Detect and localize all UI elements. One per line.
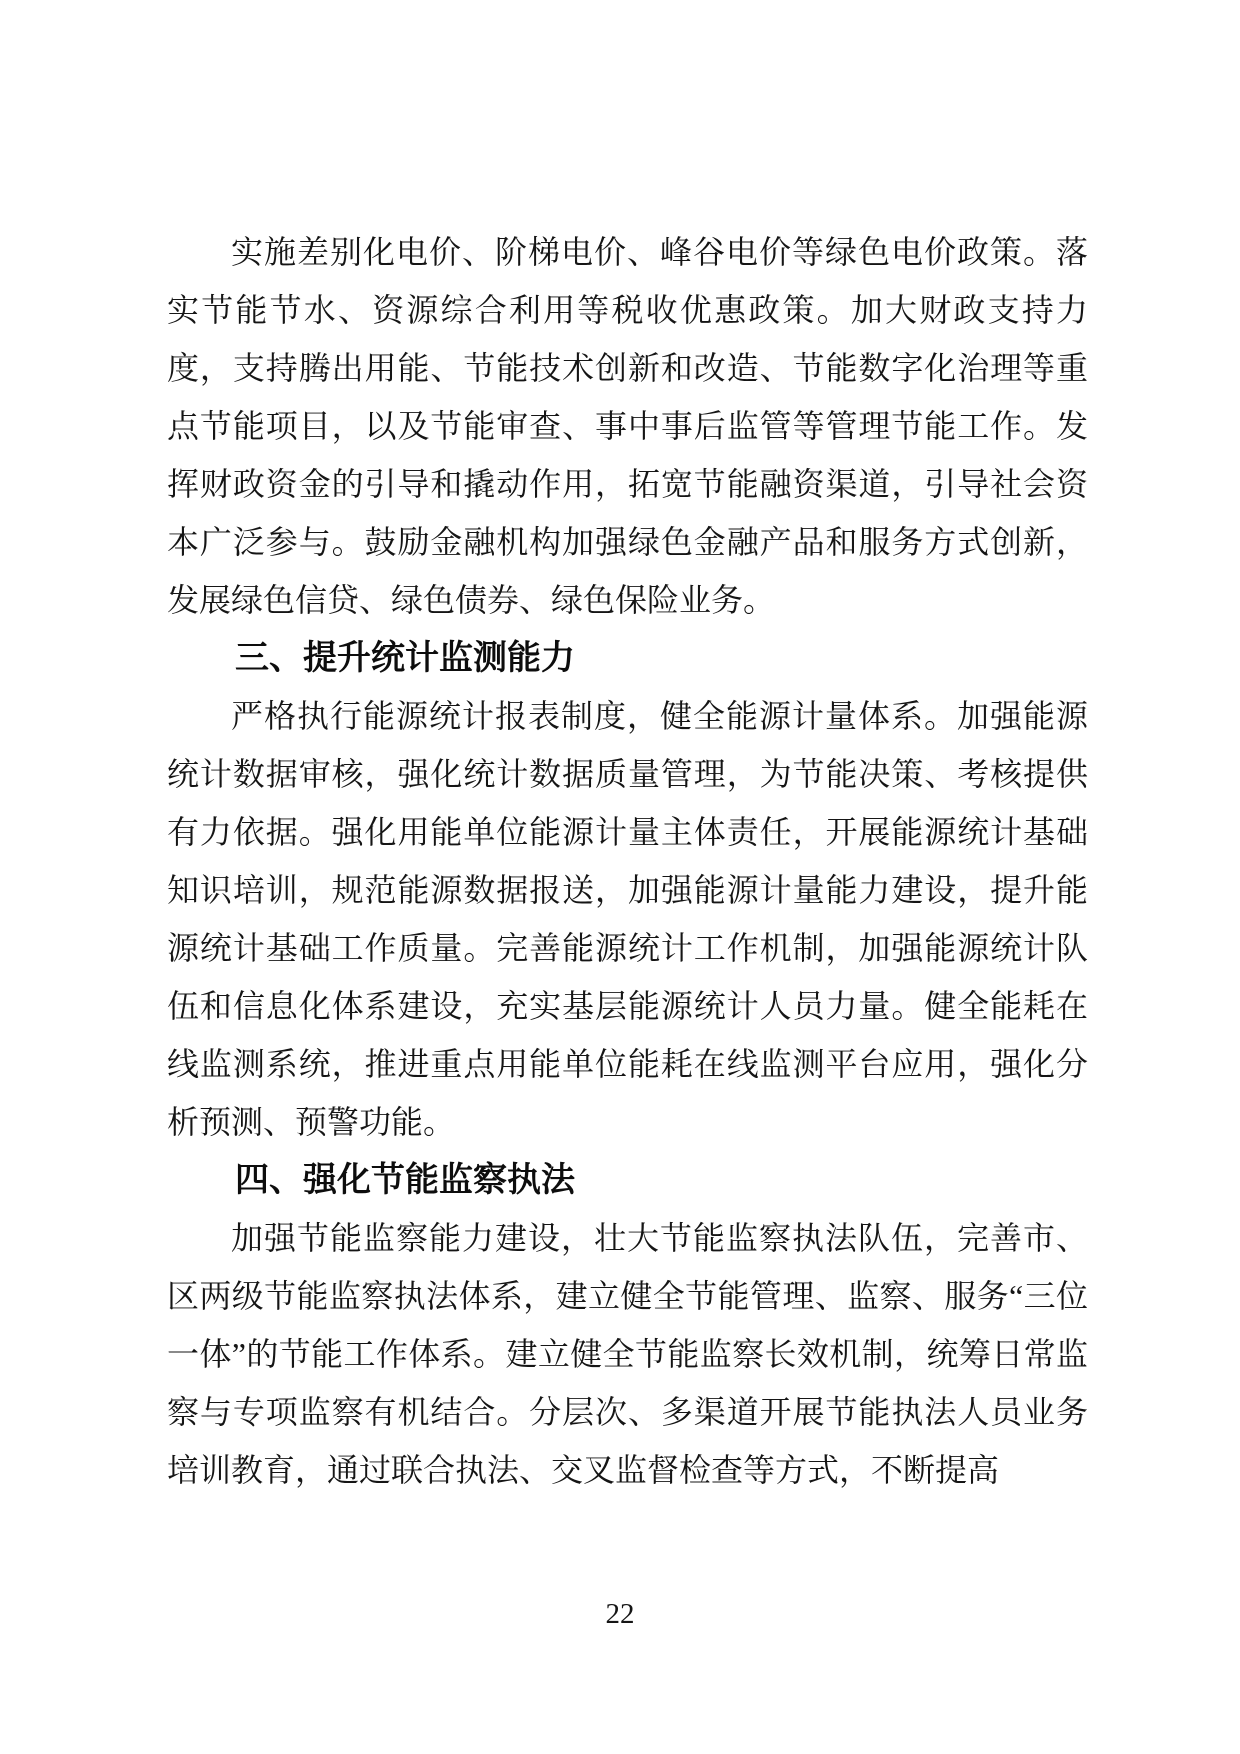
paragraph-green-pricing-fiscal-finance: 实施差别化电价、阶梯电价、峰谷电价等绿色电价政策。落实节能节水、资源综合利用等税收优惠政策。加大财政支持力度，支持腾出用能、节能技术创新和改造、节能数字化治理等重点节能项目，以及节能审查、事中事后监管等管理节能工作。发挥财政资金的引导和撬动作用，拓宽节能融资渠道，引导社会资本广泛参与。鼓励金融机构加强绿色金融产品和服务方式创新，发展绿色信贷、绿色债券、绿色保险业务。 bbox=[167, 234, 1088, 618]
paragraph-statistics-monitoring: 严格执行能源统计报表制度，健全能源计量体系。加强能源统计数据审核，强化统计数据质量管理，为节能决策、考核提供有力依据。强化用能单位能源计量主体责任，开展能源统计基础知识培训，规范能源数据报送，加强能源计量能力建设，提升能源统计基础工作质量。完善能源统计工作机制，加强能源统计队伍和信息化体系建设，充实基层能源统计人员力量。健全能耗在线监测系统，推进重点用能单位能耗在线监测平台应用，强化分析预测、预警功能。 bbox=[167, 698, 1088, 1140]
document-content bbox=[167, 223, 1088, 1499]
heading-section-4-supervision-enforcement: 四、强化节能监察执法 bbox=[235, 1161, 575, 1199]
paragraph-supervision-enforcement: 加强节能监察能力建设，壮大节能监察执法队伍，完善市、区两级节能监察执法体系，建立健全节能管理、监察、服务“三位一体”的节能工作体系。建立健全节能监察长效机制，统筹日常监察与专项监察有机结合。分层次、多渠道开展节能执法人员业务培训教育，通过联合执法、交叉监督检查等方式，不断提高 bbox=[167, 1220, 1088, 1488]
page-number: 22 bbox=[605, 1598, 635, 1630]
heading-section-3-statistics-monitoring: 三、提升统计监测能力 bbox=[235, 639, 575, 677]
